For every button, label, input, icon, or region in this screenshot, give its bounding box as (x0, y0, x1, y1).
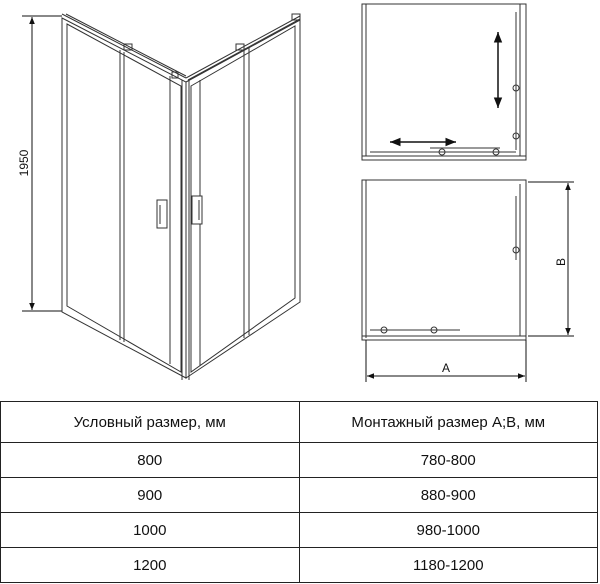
column-header-mounting-size: Монтажный размер A;B, мм (299, 402, 598, 443)
column-header-nominal-size: Условный размер, мм (1, 402, 300, 443)
table-header-row (1, 402, 598, 443)
size-table (0, 401, 598, 583)
table-row (1, 513, 598, 548)
left-door-handle (157, 200, 167, 228)
right-panel (186, 20, 300, 378)
table-row (1, 443, 598, 478)
table-row (1, 548, 598, 583)
nominal-size-cell: 1000 (1, 513, 300, 548)
mounting-size-cell: 780-800 (299, 443, 598, 478)
mounting-size-cell: 880-900 (299, 478, 598, 513)
nominal-size-cell: 800 (1, 443, 300, 478)
plan-view-open (362, 4, 526, 160)
plan-view-dimensioned (362, 180, 526, 340)
mounting-size-cell: 980-1000 (299, 513, 598, 548)
nominal-size-cell: 900 (1, 478, 300, 513)
height-dimension-label: 1950 (17, 149, 31, 177)
table-row (1, 478, 598, 513)
dimension-a-label: A (441, 361, 451, 375)
enclosure-isometric-view (62, 14, 300, 380)
dimension-b-label: B (554, 257, 568, 267)
nominal-size-cell: 1200 (1, 548, 300, 583)
slide-arrows (390, 32, 498, 142)
right-door-handle (192, 196, 202, 224)
mounting-size-cell: 1180-1200 (299, 548, 598, 583)
